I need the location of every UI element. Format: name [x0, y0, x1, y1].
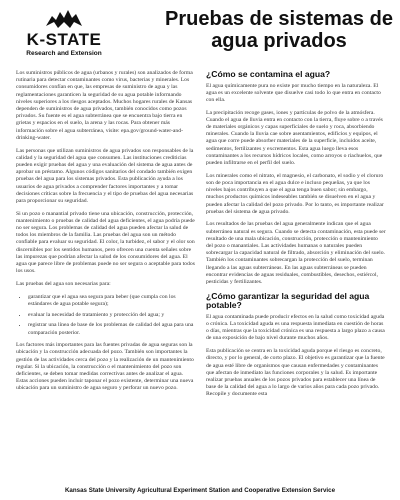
pure-water-paragraph: El agua químicamente pura no existe por mucho tiempo en la naturaleza. El agua es un excelente solvente que disuelve casi todo lo que entra en contacto con ella.	[206, 82, 381, 103]
section-heading-safety: ¿Cómo garantizar la seguridad del agua potable?	[206, 290, 370, 311]
responsibility-paragraph: Las personas que utilizan suministros de agua privados son responsables de la calidad y la seguridad del agua que consumen. Las instituciones crediticias pueden exigir pruebas del agua y una evaluación del sistema de agua antes de aprobar un préstamo. Algunos códigos sanitarios del condado también exigen pruebas del agua para los sistemas privados. Esta publicación ayuda a los usuarios de agua privados a comprender factores importantes y a tomar decisiones críticas sobre la frecuencia y el tipo de pruebas del agua necesarias para proporcionar su seguridad.	[16, 147, 194, 204]
well-factors-paragraph: Los factores más importantes para las fuentes privadas de agua seguras son la ubicación y la construcción adecuada del pozo. También son importantes la gestión de las actividades cerca del pozo y la realización de un mantenimiento regular. Si la ubicación, la construcción o el mantenimiento del pozo son deficientes, se deben tomar medidas correctivas antes de analizar el agua. Estas acciones pueden incluir taponar el pozo existente, determinar una nueva ubicación para un suministro de agua seguro y perforar un nuevo pozo.	[16, 342, 194, 392]
page-title	[164, 8, 394, 52]
well-safety-paragraph: Si un pozo o manantial privado tiene una ubicación, construcción, protección, mantenimiento o pruebas de calidad del agua deficientes, el agua podría puede no ser segura. Los problemas de calidad del agua pueden afectar la salud de todos los miembros de la familia. Las pruebas del agua son un método confiable para evaluar su seguridad. El color, la turbidez, el sabor y el olor son discernibles por los sentidos humanos, pero ofrecen una cuenta señales sobre las impurezas que podrían afectar la salud de los consumidores del agua. El agua que parece libre de problemas puede no ser segura o aceptable para todos los usos.	[16, 210, 195, 275]
intro-paragraph: Los suministros públicos de agua (urbanos y rurales) son analizados de forma rutinaria para detectar contaminantes como virus, bacterias y minerales. Los consumidores confían en que, las empresas de suministro de agua y las reglamentaciones garanticen la seguridad de su agua potable informando niveles superiores a los riesgos aceptados. Muchos hogares rurales de Kansas dependen de suministros de agua privados, también conocidos como pozos privados. Su fuente es el agua subterránea que se encuentra bajo tierra en grietas y espacios en el suelo, la arena y las rocas. Para obtener más información sobre el agua subterránea, visite: epa.gov/ground-water-and-drinking-water.	[16, 70, 193, 141]
logo-word: K-STATE	[26, 30, 102, 49]
list-item: • garantizar que el agua sea segura para beber (que cumpla con los estándares de agua potable segura);	[28, 294, 196, 308]
logo-subtitle: Research and Extension	[26, 50, 102, 57]
acute-toxicity-paragraph: Esta publicación se centra en la toxicidad aguda porque el riesgo es concreto, directo, y por lo general, de corto plazo. El objetivo es garantizar que la fuente de agua esté libre de organismos que causan enfermedades y contaminantes que afectan de inmediato las funciones corporales y la salud. Es importante realizar pruebas anuales de los pozos privados para establecer una línea de base de la calidad del agua a lo largo de varios años para cada pozo privado. Recopile y documente esta	[206, 348, 385, 398]
right-column	[206, 70, 386, 404]
toxicity-paragraph: El agua contaminada puede producir efectos en la salud como toxicidad aguda o crónica. La toxicidad aguda es una respuesta inmediata en cuestión de horas o días, mientras que la toxicidad crónica es una respuesta a largo plazo a causa de una exposición de bajo nivel durante muchos años.	[206, 313, 385, 342]
header	[10, 4, 393, 64]
test-results-paragraph: Los resultados de las pruebas del agua generalmente indican que el agua subterránea natural es segura. Cuando se detecta contaminación, esta puede ser resultado de una mala ubicación, construcción, protección o mantenimiento del pozo o manantiales. Las actividades humanas o naturales pueden sobrecargar la capacidad natural de filtrado, absorción y eliminación del suelo. También los contaminantes sobrecargan la protección del suelo, terminan llegando a las aguas subterráneas. En las aguas subterráneas se pueden encontrar evidencias de aguas residuales, combustibles, desechos, estiércol, pesticidas y fertilizantes.	[206, 221, 386, 286]
left-column	[16, 70, 196, 398]
testing-needs-intro: Las pruebas del agua son necesarias para:	[16, 280, 111, 287]
title-line-1: Pruebas de sistemas de	[165, 8, 393, 30]
wildcat-icon	[44, 8, 84, 30]
kstate-logo	[14, 8, 114, 62]
list-item: • evaluar la necesidad de tratamiento y protección del agua; y	[28, 312, 196, 319]
list-item: • registrar una línea de base de los problemas de calidad del agua para una comparación posterior.	[28, 322, 196, 336]
footer: Kansas State University Agricultural Experiment Station and Cooperative Extension Service	[64, 487, 336, 494]
title-line-2: agua privados	[211, 30, 347, 52]
minerals-paragraph: Los minerales como el nitrato, el magnesio, el carbonato, el sodio y el cloruro son de poca importancia en el agua dulce e incluso pequeñas, ya que los niveles bajos contribuyen a que el agua tenga buen sabor; sin embargo, muchos productos químicos indeseables también se disuelven en el agua y pueden afectar la calidad del pozo privado. Por lo tanto, es importante realizar pruebas del sistema de agua privado.	[206, 172, 384, 215]
precipitation-paragraph: La precipitación recoge gases, iones y partículas de polvo de la atmósfera. Cuando el agua de lluvia entra en contacto con la tierra, fluye sobre o a través de materiales orgánicos y capas superficiales de suelo y roca, absorbiendo minerales. Cuando la lluvia cae sobre asentamientos, edificios y equipos, el agua que corre puede absorber materiales de la superficie, incluidos aceite, sedimentos, fertilizantes y excrementos. Esta agua luego lleva esos contaminantes a los recursos hídricos locales, como arroyos o riachuelos, que pueden infiltrarse en el perfil del suelo.	[206, 109, 383, 167]
section-heading-contamination: ¿Cómo se contamina el agua?	[206, 69, 331, 79]
testing-needs-list	[16, 294, 196, 337]
